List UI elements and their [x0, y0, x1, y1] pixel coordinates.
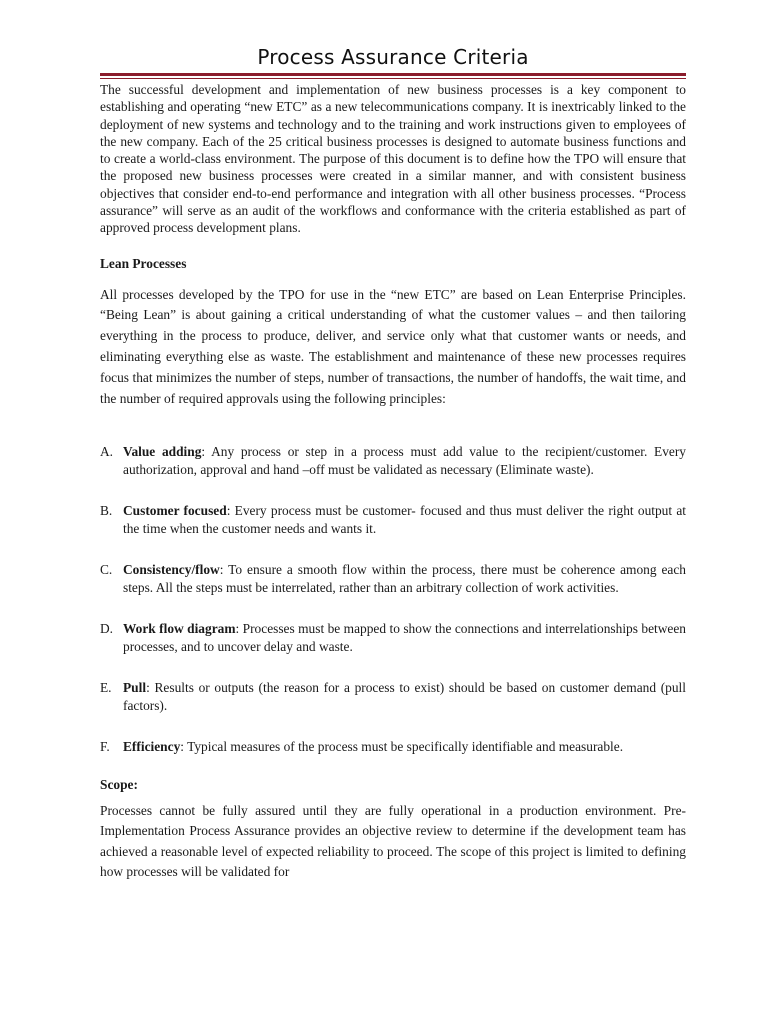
lean-processes-heading: Lean Processes	[100, 255, 187, 271]
principle-term: Pull	[123, 680, 147, 696]
lean-processes-paragraph: All processes developed by the TPO for use in the “new ETC” are based on Lean Enterprise Principles. “Being Lean” is about gaining a critical understanding of what the customer values – and then tailoring everything in the process to produce, deliver, and service only what that customer wants or needs, and eliminating everything else as waste. The establishment and maintenance of these new processes requires focus that minimizes the number of steps, number of transactions, the number of handoffs, the wait time, and the number of required approvals using the following principles:	[100, 286, 686, 406]
principle-letter: F.	[100, 739, 110, 755]
document-title: Process Assurance Criteria	[257, 45, 529, 69]
principle-item-consistency-flow	[100, 561, 686, 596]
title-rule-thick	[100, 73, 686, 76]
principle-term: Customer focused	[123, 503, 227, 519]
principle-item-pull	[100, 679, 686, 714]
principle-text: : Every process must be customer- focused and thus must deliver the right output at the time when the customer needs and wants it.	[123, 503, 687, 536]
principle-term: Efficiency	[123, 739, 181, 755]
principle-item-customer-focused	[100, 502, 686, 537]
principle-term: Value adding	[123, 444, 202, 460]
principle-text: : Any process or step in a process must add value to the recipient/customer. Every authorization, approval and hand –off must be validated as necessary (Eliminate waste).	[123, 444, 687, 477]
scope-heading: Scope:	[100, 776, 138, 792]
principle-text: : Results or outputs (the reason for a process to exist) should be based on customer demand (pull factors).	[123, 680, 686, 713]
principle-letter: C.	[100, 562, 113, 578]
principle-letter: B.	[100, 503, 113, 519]
principle-text: : To ensure a smooth flow within the process, there must be coherence among each steps. All the steps must be interrelated, rather than an arbitrary collection of work activities.	[123, 562, 686, 595]
document-page	[100, 0, 686, 883]
principle-text: : Typical measures of the process must be specifically identifiable and measurable.	[180, 739, 624, 755]
principle-item-value-adding	[100, 443, 686, 478]
principle-letter: E.	[100, 680, 112, 696]
scope-paragraph: Processes cannot be fully assured until they are fully operational in a production environment. Pre-Implementation Process Assurance provides an objective review to determine if the development team has achieved a reasonable level of expected reliability to proceed. The scope of this project is limited to defining how processes will be validated for	[100, 802, 686, 880]
principle-letter: D.	[100, 621, 114, 637]
principle-term: Consistency/flow	[123, 562, 220, 578]
principle-item-efficiency	[100, 738, 686, 756]
principle-text: : Processes must be mapped to show the connections and interrelationships between processes, and to uncover delay and waste.	[123, 621, 686, 654]
principle-term: Work flow diagram	[123, 621, 236, 637]
title-rule-thin	[100, 78, 686, 79]
principle-item-work-flow-diagram	[100, 620, 686, 655]
principle-letter: A.	[100, 444, 114, 460]
principles-list	[100, 443, 686, 756]
intro-paragraph: The successful development and implementation of new business processes is a key component to establishing and operating “new ETC” as a new telecommunications company. It is inextricably linked to the deployment of new systems and technology and to the training and work instructions given to employees of the new company. Each of the 25 critical business processes is designed to automate business functions and to create a world-class environment. The purpose of this document is to define how the TPO will ensure that the proposed new business processes were created in a similar manner, and with consistent business objectives that consider end-to-end performance and integration with all other business processes. “Process assurance” will serve as an audit of the workflows and conformance with the criteria established as part of approved process development plans.	[100, 82, 686, 236]
